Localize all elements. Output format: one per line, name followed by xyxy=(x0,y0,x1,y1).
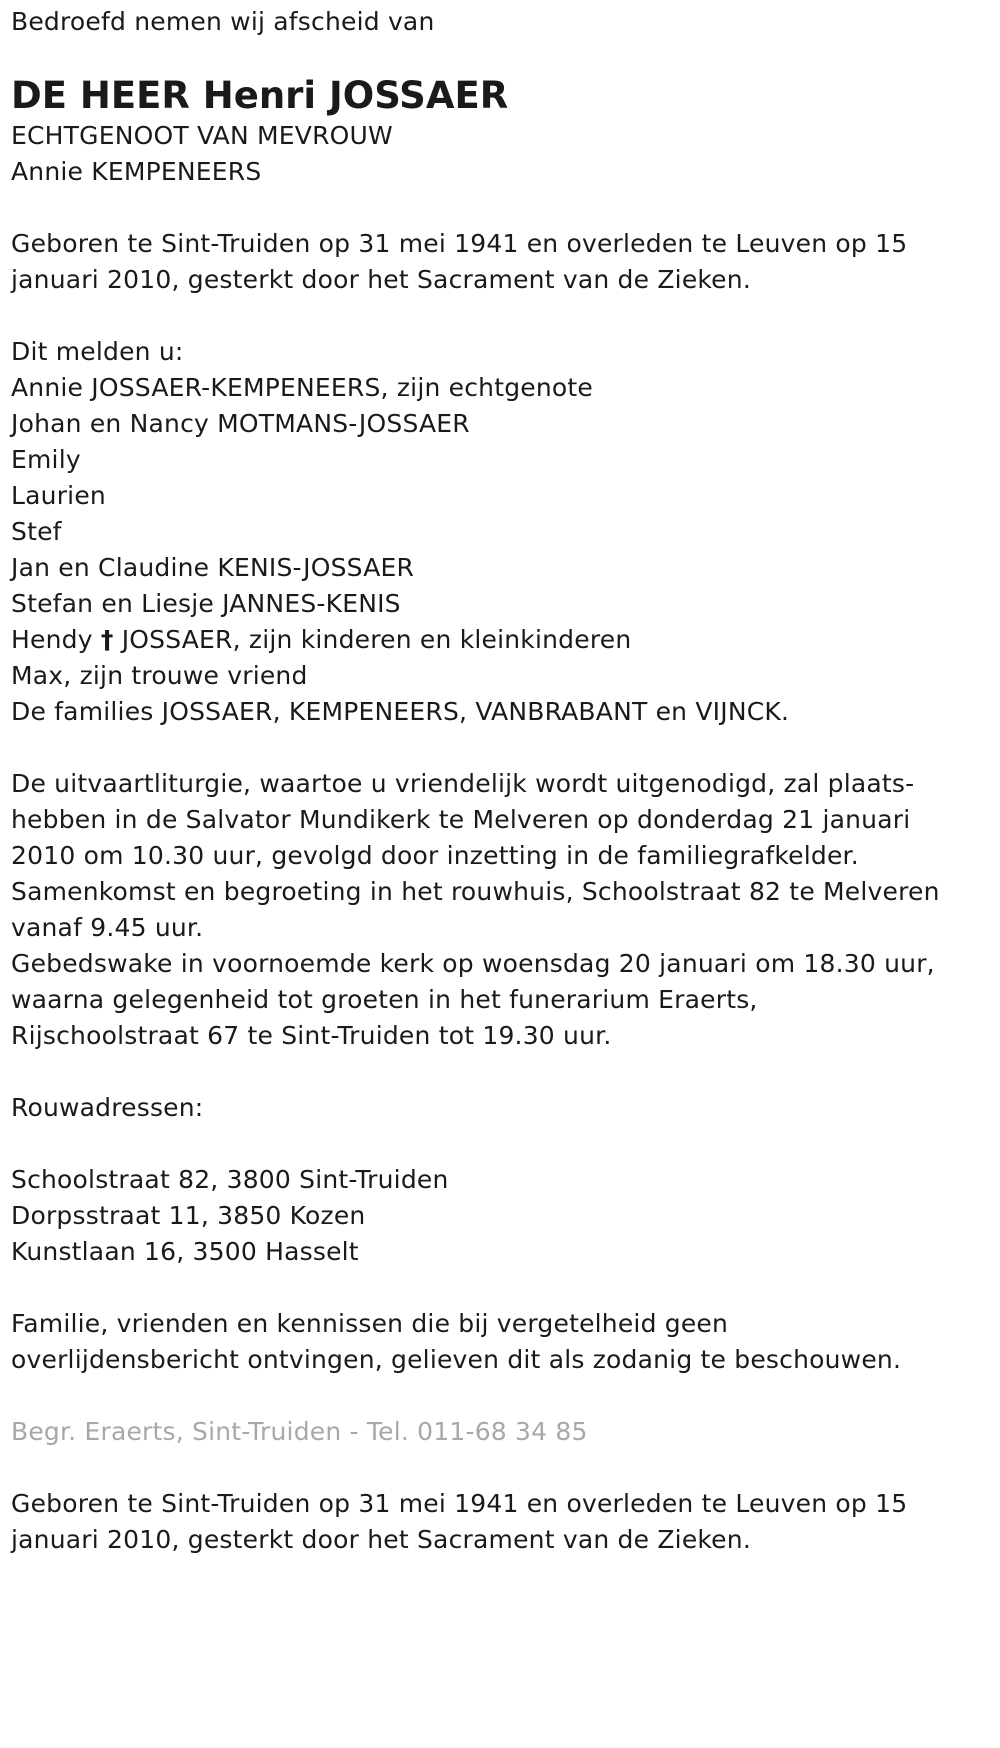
announcer-line: De families JOSSAER, KEMPENEERS, VANBRABANT en VIJNCK. xyxy=(11,697,790,726)
funeral-line: De uitvaartliturgie, waartoe u vriendelijk wordt uitgenodigd, zal plaats- xyxy=(11,769,915,798)
funeral-line: waarna gelegenheid tot groeten in het funerarium Eraerts, xyxy=(11,985,758,1014)
addresses-heading: Rouwadressen: xyxy=(11,1093,204,1122)
addresses-block xyxy=(11,1088,991,1272)
spouse-line-2: Annie KEMPENEERS xyxy=(11,157,262,186)
announcers-block xyxy=(11,332,991,732)
spacer xyxy=(11,192,991,224)
spouse-line-1: ECHTGENOOT VAN MEVROUW xyxy=(11,121,393,150)
intro-text: Bedroefd nemen wij afscheid van xyxy=(11,7,435,36)
announcer-line: Annie JOSSAER-KEMPENEERS, zijn echtgenote xyxy=(11,373,594,402)
funeral-line: Gebedswake in voornoemde kerk op woensdag 20 januari om 18.30 uur, xyxy=(11,949,935,978)
address-line: Schoolstraat 82, 3800 Sint-Truiden xyxy=(11,1165,449,1194)
funeral-line: hebben in de Salvator Mundikerk te Melveren op donderdag 21 januari xyxy=(11,805,911,834)
undertaker-info: Begr. Eraerts, Sint-Truiden - Tel. 011-68 34 85 xyxy=(11,1417,588,1446)
announcer-line: Laurien xyxy=(11,481,106,510)
address-line: Kunstlaan 16, 3500 Hasselt xyxy=(11,1237,359,1266)
funeral-line: Samenkomst en begroeting in het rouwhuis, Schoolstraat 82 te Melveren xyxy=(11,877,940,906)
birth-repeat-line-2: januari 2010, gesterkt door het Sacrament van de Zieken. xyxy=(11,1525,751,1554)
deceased-name: DE HEER Henri JOSSAER xyxy=(11,74,509,117)
hendy-suffix: JOSSAER, zijn kinderen en kleinkinderen xyxy=(113,625,632,654)
spacer xyxy=(11,42,991,62)
birth-repeat-line-1: Geboren te Sint-Truiden op 31 mei 1941 en overleden te Leuven op 15 xyxy=(11,1489,908,1518)
announcer-line: Johan en Nancy MOTMANS-JOSSAER xyxy=(11,409,470,438)
funeral-line: Rijschoolstraat 67 te Sint-Truiden tot 19.30 uur. xyxy=(11,1021,612,1050)
birth-line-1: Geboren te Sint-Truiden op 31 mei 1941 en overleden te Leuven op 15 xyxy=(11,229,908,258)
notice-line-1: Familie, vrienden en kennissen die bij vergetelheid geen xyxy=(11,1309,729,1338)
announcer-line: Stefan en Liesje JANNES-KENIS xyxy=(11,589,401,618)
hendy-prefix: Hendy xyxy=(11,625,101,654)
announcer-line: Emily xyxy=(11,445,81,474)
funeral-line: 2010 om 10.30 uur, gevolgd door inzetting in de familiegrafkelder. xyxy=(11,841,859,870)
announcers-heading: Dit melden u: xyxy=(11,337,184,366)
funeral-line: vanaf 9.45 uur. xyxy=(11,913,204,942)
spacer xyxy=(11,732,991,764)
birth-line-2: januari 2010, gesterkt door het Sacrament van de Zieken. xyxy=(11,265,751,294)
announcer-line: Stef xyxy=(11,517,62,546)
notice-line-2: overlijdensbericht ontvingen, gelieven dit als zodanig te beschouwen. xyxy=(11,1345,902,1374)
spacer xyxy=(11,1056,991,1088)
spacer xyxy=(11,1128,991,1160)
spacer xyxy=(11,1272,991,1304)
announcer-line: Max, zijn trouwe vriend xyxy=(11,661,308,690)
spacer xyxy=(11,1380,991,1412)
cross-icon: † xyxy=(100,625,114,654)
obituary-document xyxy=(11,0,991,1560)
announcer-line: Jan en Claudine KENIS-JOSSAER xyxy=(11,553,415,582)
spacer xyxy=(11,300,991,332)
address-line: Dorpsstraat 11, 3850 Kozen xyxy=(11,1201,366,1230)
funeral-block xyxy=(11,764,991,1056)
announcer-line-hendy xyxy=(11,620,991,660)
spacer xyxy=(11,1452,991,1484)
